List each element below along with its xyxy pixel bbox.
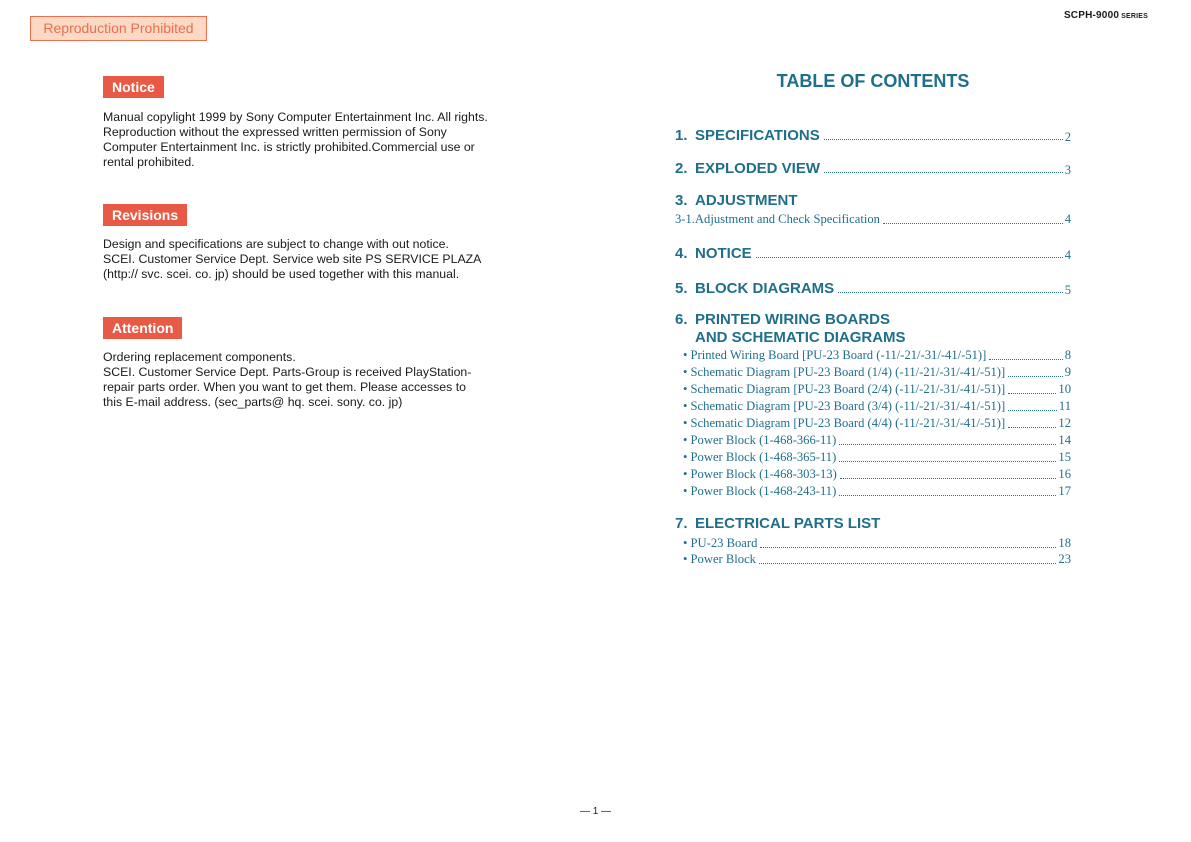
toc-subentry[interactable] xyxy=(683,449,1071,465)
dot-leader xyxy=(839,495,1056,496)
dot-leader xyxy=(839,444,1056,445)
toc-subentry-page: 15 xyxy=(1058,450,1071,464)
toc-subentry-page: 11 xyxy=(1058,399,1071,413)
notice-line: rental prohibited. xyxy=(103,155,195,169)
dot-leader xyxy=(838,292,1063,293)
dot-leader xyxy=(756,257,1063,258)
toc-subentry-label: • PU-23 Board xyxy=(683,536,758,550)
notice-line: Computer Entertainment Inc. is strictly prohibited.Commercial use or xyxy=(103,140,475,154)
toc-entry-label: ADJUSTMENT xyxy=(695,192,798,209)
dot-leader xyxy=(840,478,1057,479)
toc-entry-page: 4 xyxy=(1064,248,1071,262)
toc-subentry[interactable] xyxy=(683,466,1071,482)
toc-subentry-page: 16 xyxy=(1058,467,1071,481)
toc-entry-label: EXPLODED VIEW xyxy=(695,160,821,177)
toc-subentry-label: • Power Block xyxy=(683,552,756,566)
toc-entry-label: PRINTED WIRING BOARDS xyxy=(695,311,890,328)
revisions-text xyxy=(103,237,523,282)
toc-subentry[interactable] xyxy=(683,347,1071,363)
dot-leader xyxy=(839,461,1056,462)
toc-entry-number: 5. xyxy=(675,280,688,297)
model-series: SERIES xyxy=(1121,13,1148,20)
toc-subentry-page: 23 xyxy=(1058,552,1071,566)
revisions-line: SCEI. Customer Service Dept. Service web site PS SERVICE PLAZA xyxy=(103,252,482,266)
notice-text xyxy=(103,110,523,170)
toc-subentry-page: 14 xyxy=(1058,433,1071,447)
toc-entry-number: 6. xyxy=(675,311,688,328)
toc-subentry-label: • Power Block (1-468-303-13) xyxy=(683,467,837,481)
toc-entry-block-diagrams[interactable] xyxy=(675,277,1071,297)
toc-entry-number: 3. xyxy=(675,192,688,209)
toc-heading-electrical-parts-list xyxy=(675,515,880,533)
toc-entry-page: 2 xyxy=(1064,130,1071,144)
toc-subentry-page: 9 xyxy=(1064,365,1071,379)
toc-subentry[interactable] xyxy=(683,535,1071,551)
toc-subentry-page: 18 xyxy=(1058,536,1071,550)
toc-entry-page: 5 xyxy=(1064,283,1071,297)
toc-entry-label: BLOCK DIAGRAMS xyxy=(695,280,835,297)
toc-subentry-page: 8 xyxy=(1064,348,1071,362)
toc-subentry-label: • Schematic Diagram [PU-23 Board (4/4) (-11/-21/-31/-41/-51)] xyxy=(683,416,1006,430)
toc-subentry-page: 4 xyxy=(1064,212,1071,226)
toc-entry-label: ELECTRICAL PARTS LIST xyxy=(695,515,881,532)
toc-entry-number: 7. xyxy=(675,515,688,532)
toc-subentry[interactable] xyxy=(683,364,1071,380)
dot-leader xyxy=(824,139,1063,140)
dot-leader xyxy=(989,359,1062,360)
toc-entry-notice[interactable] xyxy=(675,242,1071,262)
toc-subentry[interactable] xyxy=(683,381,1071,397)
toc-subentry[interactable] xyxy=(675,211,1071,227)
toc-heading-adjustment xyxy=(675,192,798,210)
dot-leader xyxy=(824,172,1063,173)
toc-entry-specifications[interactable] xyxy=(675,124,1071,144)
dot-leader xyxy=(759,563,1056,564)
notice-line: Manual copylight 1999 by Sony Computer Entertainment Inc. All rights. xyxy=(103,110,488,124)
toc-subentry[interactable] xyxy=(683,483,1071,499)
toc-subentry-label: • Power Block (1-468-365-11) xyxy=(683,450,837,464)
toc-subentry-label: • Schematic Diagram [PU-23 Board (1/4) (-11/-21/-31/-41/-51)] xyxy=(683,365,1006,379)
toc-subentry[interactable] xyxy=(683,551,1071,567)
revisions-line: Design and specifications are subject to change with out notice. xyxy=(103,237,449,251)
toc-entry-page: 3 xyxy=(1064,163,1071,177)
toc-subentry[interactable] xyxy=(683,432,1071,448)
toc-entry-label: AND SCHEMATIC DIAGRAMS xyxy=(695,329,906,346)
dot-leader xyxy=(1008,393,1056,394)
toc-subentry-label: • Power Block (1-468-243-11) xyxy=(683,484,837,498)
dot-leader xyxy=(1008,427,1056,428)
toc-entry-label: NOTICE xyxy=(695,245,752,262)
toc-entry-exploded-view[interactable] xyxy=(675,157,1071,177)
toc-subentry-label: • Schematic Diagram [PU-23 Board (2/4) (-11/-21/-31/-41/-51)] xyxy=(683,382,1006,396)
notice-heading: Notice xyxy=(103,76,164,98)
toc-subentry-label: 3-1.Adjustment and Check Specification xyxy=(675,212,880,226)
model-header xyxy=(1064,10,1148,21)
toc-entry-number: 2. xyxy=(675,160,688,177)
toc-subentry[interactable] xyxy=(683,415,1071,431)
dot-leader xyxy=(1008,376,1063,377)
attention-line: this E-mail address. (sec_parts@ hq. scei. sony. co. jp) xyxy=(103,395,403,409)
dot-leader xyxy=(1008,410,1057,411)
toc-subentry-label: • Power Block (1-468-366-11) xyxy=(683,433,837,447)
toc-entry-label: SPECIFICATIONS xyxy=(695,127,820,144)
toc-subentry-page: 17 xyxy=(1058,484,1071,498)
model-number: SCPH-9000 xyxy=(1063,10,1120,21)
page-number: — 1 — xyxy=(579,806,612,817)
revisions-heading: Revisions xyxy=(103,204,187,226)
attention-line: SCEI. Customer Service Dept. Parts-Group is received PlayStation- xyxy=(103,365,472,379)
toc-heading-printed-wiring-boards xyxy=(675,311,906,347)
dot-leader xyxy=(883,223,1063,224)
attention-line: repair parts order. When you want to get them. Please accesses to xyxy=(103,380,466,394)
toc-subentry-label: • Printed Wiring Board [PU-23 Board (-11/-21/-31/-41/-51)] xyxy=(683,348,987,362)
attention-line: Ordering replacement components. xyxy=(103,350,296,364)
attention-text xyxy=(103,350,523,410)
toc-subentry-page: 10 xyxy=(1058,382,1071,396)
toc-entry-number: 1. xyxy=(675,127,688,144)
toc-subentry-label: • Schematic Diagram [PU-23 Board (3/4) (-11/-21/-31/-41/-51)] xyxy=(683,399,1006,413)
notice-line: Reproduction without the expressed written permission of Sony xyxy=(103,125,447,139)
dot-leader xyxy=(760,547,1056,548)
toc-subentry-page: 12 xyxy=(1058,416,1071,430)
reproduction-prohibited-stamp: Reproduction Prohibited xyxy=(30,16,207,41)
toc-subentry[interactable] xyxy=(683,398,1071,414)
toc-title: TABLE OF CONTENTS xyxy=(776,71,970,91)
revisions-line: (http:// svc. scei. co. jp) should be used together with this manual. xyxy=(103,267,460,281)
toc-entry-number: 4. xyxy=(675,245,688,262)
attention-heading: Attention xyxy=(103,317,182,339)
